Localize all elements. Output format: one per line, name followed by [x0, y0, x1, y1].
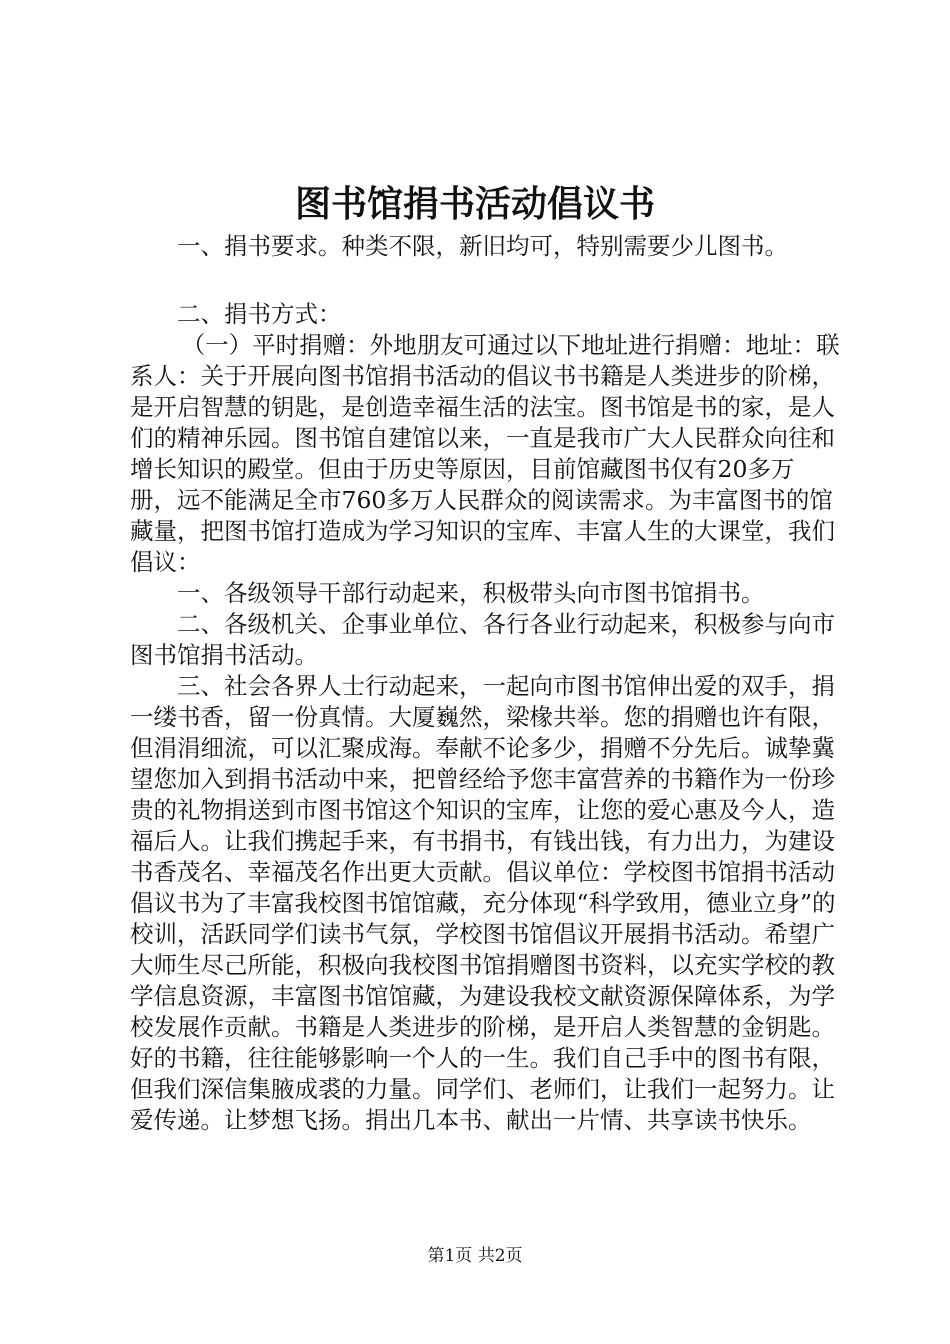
paragraph-proposal-2: 二、各级机关、企事业单位、各行各业行动起来，积极参与向市图书馆捐书活动。	[130, 610, 835, 669]
document-body	[130, 231, 840, 1136]
paragraph-gap	[130, 262, 840, 299]
paragraph-method-heading: 二、捐书方式：	[177, 300, 342, 328]
paragraph-proposal-3: 三、社会各界人士行动起来，一起向市图书馆伸出爱的双手，捐一缕书香，留一份真情。大厦巍然，梁椽共举。您的捐赠也许有限，但涓涓细流，可以汇聚成海。奉献不论多少，捐赠不分先后。诚挚冀望您加入到捐书活动中来，把曾经给予您丰富营养的书籍作为一份珍贵的礼物捐送到市图书馆这个知识的宝库，让您的爱心惠及今人，造福后人。让我们携起手来，有书捐书，有钱出钱，有力出力，为建设书香茂名、幸福茂名作出更大贡献。倡议单位：学校图书馆捐书活动倡议书为了丰富我校图书馆馆藏，充分体现“科学致用，德业立身”的校训，活跃同学们读书气氛，学校图书馆倡议开展捐书活动。希望广大师生尽己所能，积极向我校图书馆捐赠图书资料，以充实学校的教学信息资源，丰富图书馆馆藏，为建设我校文献资源保障体系，为学校发展作贡献。书籍是人类进步的阶梯，是开启人类智慧的金钥匙。好的书籍，往往能够影响一个人的一生。我们自己手中的图书有限，但我们深信集腋成裘的力量。同学们、老师们，让我们一起努力。让爱传递。让梦想飞扬。捐出几本书、献出一片情、共享读书快乐。	[130, 672, 836, 1134]
paragraph-regular-donation: （一）平时捐赠：外地朋友可通过以下地址进行捐赠：地址：联系人：关于开展向图书馆捐书活动的倡议书书籍是人类进步的阶梯，是开启智慧的钥匙，是创造幸福生活的法宝。图书馆是书的家，是人们的精神乐园。图书馆自建馆以来，一直是我市广大人民群众向往和增长知识的殿堂。但由于历史等原因，目前馆藏图书仅有20多万册，远不能满足全市760多万人民群众的阅读需求。为丰富图书的馆藏量，把图书馆打造成为学习知识的宝库、丰富人生的大课堂，我们倡议：	[130, 331, 840, 576]
paragraph-requirements: 一、捐书要求。种类不限，新旧均可，特别需要少儿图书。	[177, 232, 788, 260]
paragraph-proposal-1: 一、各级领导干部行动起来，积极带头向市图书馆捐书。	[177, 579, 765, 607]
document-title: 图书馆捐书活动倡议书	[294, 184, 655, 225]
page-footer: 第1页 共2页	[427, 1246, 523, 1266]
